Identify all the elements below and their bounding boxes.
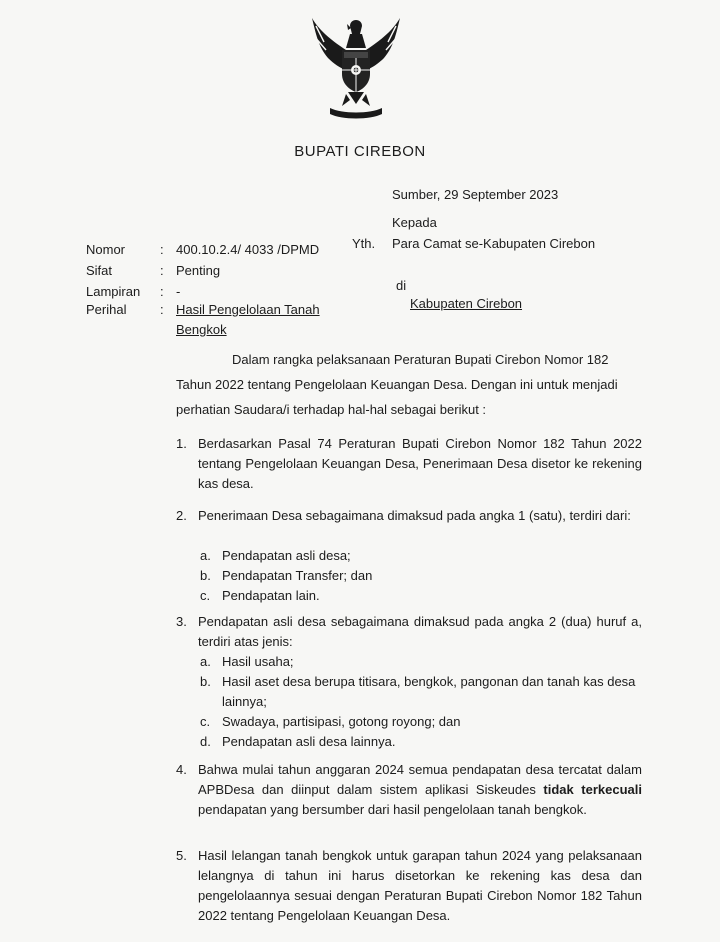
- sub-item-text: Hasil aset desa berupa titisara, bengkok, pangonan dan tanah kas desa lainnya;: [222, 674, 636, 709]
- recipient-di: di: [396, 278, 407, 293]
- sub-item-text: Pendapatan asli desa;: [222, 548, 351, 563]
- garuda-emblem-icon: [306, 12, 406, 122]
- recipient-yth: Yth.: [352, 236, 376, 251]
- list-item-number: 5.: [176, 848, 187, 863]
- list-item-1: [176, 434, 642, 494]
- sub-item-text: Pendapatan asli desa lainnya.: [222, 734, 396, 749]
- recipient-name: Para Camat se-Kabupaten Cirebon: [392, 236, 596, 251]
- list-item-number: 2.: [176, 508, 187, 523]
- sub-item-text: Pendapatan Transfer; dan: [222, 568, 373, 583]
- recipient-place: Kabupaten Cirebon: [410, 296, 523, 311]
- sub-item-text: Pendapatan lain.: [222, 588, 320, 603]
- list-item-3: [176, 612, 642, 652]
- intro-line: Dalam rangka pelaksanaan Peraturan Bupati Cirebon Nomor 182: [232, 352, 609, 367]
- sub-item: [200, 712, 640, 732]
- sub-item-letter: a.: [200, 654, 211, 669]
- list-item-4: [176, 760, 642, 820]
- list-item-number: 4.: [176, 762, 187, 777]
- intro-paragraph: [176, 347, 696, 422]
- sub-item: [200, 672, 640, 712]
- list-item-text: Pendapatan asli desa sebagaimana dimaksud pada angka 2 (dua) huruf a, terdiri atas jenis:: [198, 614, 642, 649]
- list-item-text-bold: tidak terkecuali: [543, 782, 643, 797]
- intro-line: perhatian Saudara/i terhadap hal-hal sebagai berikut :: [176, 402, 487, 417]
- sub-item: [200, 732, 640, 752]
- sub-item-letter: a.: [200, 548, 211, 563]
- list-item-2: [176, 506, 642, 526]
- sub-item-letter: b.: [200, 674, 211, 689]
- meta-colon: :: [160, 242, 164, 257]
- meta-value-sifat: Penting: [176, 263, 221, 278]
- sub-item: [200, 546, 640, 566]
- meta-label-sifat: Sifat: [86, 263, 113, 278]
- sub-item: [200, 652, 640, 672]
- sub-item: [200, 586, 640, 606]
- meta-value-perihal-line2: Bengkok: [176, 322, 227, 337]
- list-item-text-part: pendapatan yang bersumber dari hasil pengelolaan tanah bengkok.: [198, 802, 587, 817]
- sub-item-text: Swadaya, partisipasi, gotong royong; dan: [222, 714, 461, 729]
- list-item-text: Berdasarkan Pasal 74 Peraturan Bupati Cirebon Nomor 182 Tahun 2022 tentang Pengelolaan Keuangan Desa, Penerimaan Desa disetor ke rekening kas desa.: [198, 436, 642, 491]
- sub-item-letter: b.: [200, 568, 211, 583]
- intro-line: Tahun 2022 tentang Pengelolaan Keuangan Desa. Dengan ini untuk menjadi: [176, 377, 618, 392]
- list-item-5: [176, 846, 642, 926]
- meta-colon: :: [160, 263, 164, 278]
- letter-title: BUPATI CIREBON: [294, 143, 426, 160]
- meta-colon: :: [160, 302, 164, 317]
- recipient-to-label: Kepada: [392, 215, 437, 230]
- list-item-text-part: Bahwa mulai tahun anggaran 2024 semua pendapatan desa tercatat dalam APBDesa dan diinput dalam sistem aplikasi Siskeudes: [198, 762, 642, 797]
- meta-value-perihal: Hasil Pengelolaan Tanah: [176, 302, 320, 317]
- date-line: Sumber, 29 September 2023: [392, 187, 559, 202]
- list-item-text: Hasil lelangan tanah bengkok untuk garapan tahun 2024 yang pelaksanaan lelangnya di tahun ini harus disetorkan ke rekening kas desa dan pengelolaannya sesuai dengan Peraturan Bupati Cirebon Nomor 182 Tahun 2022 tentang Pengelolaan Keuangan Desa.: [198, 848, 642, 923]
- meta-label-nomor: Nomor: [86, 242, 126, 257]
- meta-value-lampiran: -: [176, 284, 181, 299]
- sub-item: [200, 566, 640, 586]
- list-item-text: Penerimaan Desa sebagaimana dimaksud pada angka 1 (satu), terdiri dari:: [198, 508, 631, 523]
- sub-item-letter: c.: [200, 588, 211, 603]
- meta-label-perihal: Perihal: [86, 302, 127, 317]
- meta-colon: :: [160, 284, 164, 299]
- meta-label-lampiran: Lampiran: [86, 284, 141, 299]
- sub-item-letter: c.: [200, 714, 211, 729]
- list-item-number: 3.: [176, 614, 187, 629]
- sub-item-letter: d.: [200, 734, 211, 749]
- sub-item-text: Hasil usaha;: [222, 654, 294, 669]
- list-item-text: [198, 760, 642, 820]
- list-item-number: 1.: [176, 436, 187, 451]
- meta-value-nomor: 400.10.2.4/ 4033 /DPMD: [176, 242, 320, 257]
